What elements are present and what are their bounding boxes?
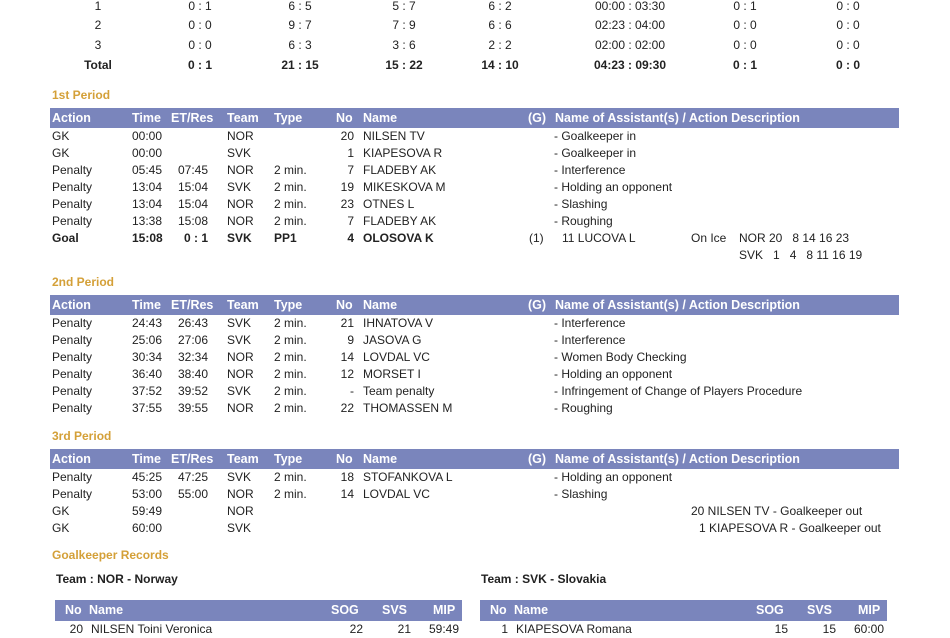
col-time: Time xyxy=(132,452,161,466)
cell-action: GK xyxy=(52,129,70,143)
summary-cell: 6 : 6 xyxy=(488,18,512,32)
cell-type: 2 min. xyxy=(274,367,307,381)
table-header xyxy=(50,295,899,315)
cell-team: NOR xyxy=(227,163,254,177)
table-row xyxy=(0,400,950,417)
cell-action: Penalty xyxy=(52,384,93,398)
cell-etres: 47:25 xyxy=(178,470,209,484)
gk-cell-svs: 21 xyxy=(397,622,411,636)
cell-type: 2 min. xyxy=(274,197,307,211)
table-row xyxy=(0,349,950,366)
col-type: Type xyxy=(274,298,303,312)
col-etres: ET/Res xyxy=(171,452,214,466)
gk-row xyxy=(480,621,887,638)
table-row xyxy=(0,503,950,520)
gk-cell-no: 20 xyxy=(69,622,83,636)
summary-cell: 0 : 0 xyxy=(188,38,212,52)
cell-no: 18 xyxy=(340,470,354,484)
cell-time: 05:45 xyxy=(132,163,163,177)
col-action: Action xyxy=(52,111,91,125)
col-desc: Name of Assistant(s) / Action Description xyxy=(555,452,800,466)
gk-col-mip: MIP xyxy=(858,603,881,617)
gk-col-sog: SOG xyxy=(331,603,359,617)
table-row xyxy=(0,162,950,179)
summary-cell: 15 : 22 xyxy=(385,58,423,72)
cell-desc: - Roughing xyxy=(554,214,613,228)
summary-cell: 02:00 : 02:00 xyxy=(594,38,666,52)
cell-team: SVK xyxy=(227,180,252,194)
cell-time: 53:00 xyxy=(132,487,163,501)
gk-col-svs: SVS xyxy=(807,603,833,617)
cell-etres: 26:43 xyxy=(178,316,209,330)
summary-cell: 21 : 15 xyxy=(281,58,319,72)
cell-team: NOR xyxy=(227,350,254,364)
gk-col-name: Name xyxy=(514,603,549,617)
col-time: Time xyxy=(132,111,161,125)
cell-team: NOR xyxy=(227,214,254,228)
cell-action: Penalty xyxy=(52,401,93,415)
cell-type: 2 min. xyxy=(274,214,307,228)
table-header xyxy=(50,108,899,128)
cell-team: SVK xyxy=(227,333,252,347)
cell-name: OTNES L xyxy=(363,197,415,211)
gk-cell-name: KIAPESOVA Romana xyxy=(516,622,632,636)
cell-etres: 15:04 xyxy=(178,180,209,194)
cell-type: 2 min. xyxy=(274,384,307,398)
gk-cell-mip: 60:00 xyxy=(853,622,884,636)
cell-no: 4 xyxy=(347,231,354,245)
cell-action: GK xyxy=(52,521,70,535)
cell-etres: 15:04 xyxy=(178,197,209,211)
cell-time: 60:00 xyxy=(132,521,163,535)
gk-team-label-svk: Team : SVK - Slovakia xyxy=(481,572,607,586)
cell-team: NOR xyxy=(227,129,254,143)
cell-name: MIKESKOVA M xyxy=(363,180,446,194)
table-row xyxy=(0,486,950,503)
cell-goal-number: (1) xyxy=(529,231,544,245)
section-title-1st-period: 1st Period xyxy=(52,88,111,102)
cell-name: NILSEN TV xyxy=(363,129,425,143)
cell-action: Goal xyxy=(52,231,79,245)
cell-team: NOR xyxy=(227,197,254,211)
cell-no: 7 xyxy=(347,163,354,177)
summary-period: 3 xyxy=(94,38,102,52)
summary-row xyxy=(0,15,950,35)
summary-cell: 0 : 1 xyxy=(733,0,757,13)
cell-time: 25:06 xyxy=(132,333,163,347)
col-team: Team xyxy=(227,452,259,466)
summary-cell: 6 : 3 xyxy=(288,38,312,52)
summary-cell: 0 : 1 xyxy=(188,0,212,13)
cell-name: THOMASSEN M xyxy=(363,401,453,415)
section-title-3rd-period: 3rd Period xyxy=(52,429,112,443)
cell-type: 2 min. xyxy=(274,470,307,484)
cell-type: 2 min. xyxy=(274,487,307,501)
cell-time: 59:49 xyxy=(132,504,163,518)
summary-cell: 0 : 0 xyxy=(733,18,757,32)
cell-no: 22 xyxy=(340,401,354,415)
gk-col-sog: SOG xyxy=(756,603,784,617)
gk-cell-sog: 15 xyxy=(774,622,788,636)
table-row xyxy=(0,315,950,332)
cell-no: - xyxy=(350,384,354,398)
cell-name: Team penalty xyxy=(363,384,435,398)
cell-team: NOR xyxy=(227,487,254,501)
on-ice-svk: SVK 1 4 8 11 16 19 xyxy=(739,248,863,262)
table-row xyxy=(0,332,950,349)
col-no: No xyxy=(336,452,353,466)
cell-etres: 07:45 xyxy=(178,163,209,177)
section-title-goalkeeper-records: Goalkeeper Records xyxy=(52,548,169,562)
table-row xyxy=(0,145,950,162)
cell-assist: 11 LUCOVA L xyxy=(562,231,636,245)
cell-action: Penalty xyxy=(52,163,93,177)
cell-desc: - Goalkeeper in xyxy=(554,146,637,160)
col-name: Name xyxy=(363,111,398,125)
cell-desc: - Interference xyxy=(554,163,626,177)
cell-team: NOR xyxy=(227,504,254,518)
cell-time: 00:00 xyxy=(132,129,163,143)
cell-name: KIAPESOVA R xyxy=(363,146,443,160)
summary-period: 2 xyxy=(94,18,102,32)
cell-name: OLOSOVA K xyxy=(363,231,434,245)
summary-cell: 5 : 7 xyxy=(392,0,416,13)
col-name: Name xyxy=(363,452,398,466)
cell-desc: - Women Body Checking xyxy=(554,350,687,364)
cell-action: Penalty xyxy=(52,367,93,381)
col-team: Team xyxy=(227,111,259,125)
cell-action: Penalty xyxy=(52,350,93,364)
col-no: No xyxy=(336,111,353,125)
cell-desc: - Holding an opponent xyxy=(554,180,673,194)
gk-team-label-nor: Team : NOR - Norway xyxy=(56,572,178,586)
cell-no: 23 xyxy=(340,197,354,211)
col-g: (G) xyxy=(528,298,547,312)
cell-desc: - Slashing xyxy=(554,197,608,211)
cell-action: Penalty xyxy=(52,333,93,347)
cell-action: Penalty xyxy=(52,470,93,484)
cell-name: STOFANKOVA L xyxy=(363,470,453,484)
summary-cell: 9 : 7 xyxy=(288,18,312,32)
summary-cell: 3 : 6 xyxy=(392,38,416,52)
cell-name: LOVDAL VC xyxy=(363,350,430,364)
table-row xyxy=(0,213,950,230)
goal-details-row xyxy=(0,230,950,247)
cell-desc: 20 NILSEN TV - Goalkeeper out xyxy=(691,504,863,518)
cell-team: SVK xyxy=(227,146,252,160)
cell-etres: 39:52 xyxy=(178,384,209,398)
summary-cell: 02:23 : 04:00 xyxy=(594,18,666,32)
summary-cell: 0 : 0 xyxy=(188,18,212,32)
gk-col-svs: SVS xyxy=(382,603,408,617)
summary-cell: 0 : 1 xyxy=(732,58,757,72)
summary-cell: 0 : 0 xyxy=(835,58,860,72)
cell-time: 37:52 xyxy=(132,384,163,398)
summary-total-row xyxy=(0,55,950,75)
summary-cell: 0 : 0 xyxy=(733,38,757,52)
cell-team: SVK xyxy=(227,231,252,245)
summary-cell: 00:00 : 03:30 xyxy=(594,0,666,13)
section-title-2nd-period: 2nd Period xyxy=(52,275,115,289)
cell-no: 9 xyxy=(347,333,354,347)
col-g: (G) xyxy=(528,452,547,466)
cell-etres: 39:55 xyxy=(178,401,209,415)
cell-type: 2 min. xyxy=(274,401,307,415)
summary-cell: 0 : 1 xyxy=(187,58,212,72)
gk-cell-mip: 59:49 xyxy=(428,622,459,636)
cell-desc: - Roughing xyxy=(554,401,613,415)
col-etres: ET/Res xyxy=(171,298,214,312)
cell-action: Penalty xyxy=(52,197,93,211)
col-team: Team xyxy=(227,298,259,312)
summary-cell: 2 : 2 xyxy=(488,38,512,52)
cell-type: 2 min. xyxy=(274,163,307,177)
cell-team: SVK xyxy=(227,316,252,330)
table-row xyxy=(0,179,950,196)
cell-type: 2 min. xyxy=(274,333,307,347)
cell-team: NOR xyxy=(227,401,254,415)
cell-no: 14 xyxy=(340,487,354,501)
cell-time: 13:04 xyxy=(132,180,163,194)
col-no: No xyxy=(336,298,353,312)
gk-col-name: Name xyxy=(89,603,124,617)
col-time: Time xyxy=(132,298,161,312)
cell-desc: - Holding an opponent xyxy=(554,470,673,484)
gk-cell-no: 1 xyxy=(501,622,508,636)
cell-action: Penalty xyxy=(52,316,93,330)
cell-etres: 15:08 xyxy=(178,214,209,228)
col-desc: Name of Assistant(s) / Action Description xyxy=(555,298,800,312)
summary-period: 1 xyxy=(94,0,102,13)
cell-name: LOVDAL VC xyxy=(363,487,430,501)
cell-action: GK xyxy=(52,504,70,518)
col-action: Action xyxy=(52,452,91,466)
gk-table-header-nor xyxy=(55,600,462,621)
cell-time: 13:38 xyxy=(132,214,163,228)
cell-action: GK xyxy=(52,146,70,160)
summary-cell: 0 : 0 xyxy=(836,18,860,32)
table-row xyxy=(0,469,950,486)
cell-etres: 27:06 xyxy=(178,333,209,347)
gk-col-no: No xyxy=(490,603,507,617)
cell-desc: - Interference xyxy=(554,333,626,347)
col-type: Type xyxy=(274,111,303,125)
gk-col-mip: MIP xyxy=(433,603,456,617)
table-row xyxy=(0,196,950,213)
cell-name: IHNATOVA V xyxy=(363,316,434,330)
cell-type: 2 min. xyxy=(274,316,307,330)
cell-type: 2 min. xyxy=(274,180,307,194)
cell-name: FLADEBY AK xyxy=(363,214,437,228)
summary-row xyxy=(0,35,950,55)
col-g: (G) xyxy=(528,111,547,125)
cell-etres: 32:34 xyxy=(178,350,209,364)
goal-details-row xyxy=(0,247,950,264)
cell-desc: - Holding an opponent xyxy=(554,367,673,381)
table-row xyxy=(0,383,950,400)
cell-name: MORSET I xyxy=(363,367,421,381)
summary-period: Total xyxy=(84,58,112,72)
table-row xyxy=(0,128,950,145)
gk-cell-sog: 22 xyxy=(349,622,363,636)
cell-action: Penalty xyxy=(52,214,93,228)
cell-no: 1 xyxy=(347,146,354,160)
col-etres: ET/Res xyxy=(171,111,214,125)
summary-row xyxy=(0,0,950,16)
gk-table-header-svk xyxy=(480,600,887,621)
col-type: Type xyxy=(274,452,303,466)
on-ice-label: On Ice xyxy=(691,231,727,245)
summary-cell: 0 : 0 xyxy=(836,0,860,13)
cell-type: 2 min. xyxy=(274,350,307,364)
cell-team: NOR xyxy=(227,367,254,381)
cell-no: 21 xyxy=(340,316,354,330)
on-ice-nor: NOR 20 8 14 16 23 xyxy=(739,231,850,245)
gk-cell-svs: 15 xyxy=(822,622,836,636)
gk-cell-name: NILSEN Toini Veronica xyxy=(91,622,213,636)
cell-score: 0 : 1 xyxy=(184,231,209,245)
cell-team: SVK xyxy=(227,521,252,535)
table-row xyxy=(0,366,950,383)
cell-no: 7 xyxy=(347,214,354,228)
cell-time: 15:08 xyxy=(132,231,163,245)
col-action: Action xyxy=(52,298,91,312)
gk-col-no: No xyxy=(65,603,82,617)
cell-time: 13:04 xyxy=(132,197,163,211)
cell-desc: 1 KIAPESOVA R - Goalkeeper out xyxy=(699,521,881,535)
cell-desc: - Goalkeeper in xyxy=(554,129,637,143)
cell-time: 36:40 xyxy=(132,367,163,381)
cell-team: SVK xyxy=(227,470,252,484)
cell-no: 12 xyxy=(340,367,354,381)
cell-time: 00:00 xyxy=(132,146,163,160)
summary-cell: 0 : 0 xyxy=(836,38,860,52)
col-desc: Name of Assistant(s) / Action Description xyxy=(555,111,800,125)
cell-etres: 55:00 xyxy=(178,487,209,501)
gk-row xyxy=(55,621,462,638)
cell-desc: - Interference xyxy=(554,316,626,330)
cell-desc: - Infringement of Change of Players Procedure xyxy=(554,384,803,398)
cell-action: Penalty xyxy=(52,180,93,194)
cell-name: FLADEBY AK xyxy=(363,163,437,177)
cell-etres: 38:40 xyxy=(178,367,209,381)
cell-desc: - Slashing xyxy=(554,487,608,501)
cell-time: 45:25 xyxy=(132,470,163,484)
summary-cell: 7 : 9 xyxy=(392,18,416,32)
summary-cell: 14 : 10 xyxy=(481,58,519,72)
col-name: Name xyxy=(363,298,398,312)
cell-action: Penalty xyxy=(52,487,93,501)
table-header xyxy=(50,449,899,469)
cell-no: 14 xyxy=(340,350,354,364)
summary-cell: 04:23 : 09:30 xyxy=(593,58,667,72)
cell-no: 19 xyxy=(340,180,354,194)
summary-cell: 6 : 2 xyxy=(488,0,512,13)
cell-time: 24:43 xyxy=(132,316,163,330)
cell-time: 37:55 xyxy=(132,401,163,415)
cell-no: 20 xyxy=(340,129,354,143)
cell-team: SVK xyxy=(227,384,252,398)
cell-time: 30:34 xyxy=(132,350,163,364)
cell-name: JASOVA G xyxy=(363,333,422,347)
cell-type: PP1 xyxy=(274,231,297,245)
table-row xyxy=(0,520,950,537)
summary-cell: 6 : 5 xyxy=(288,0,312,13)
